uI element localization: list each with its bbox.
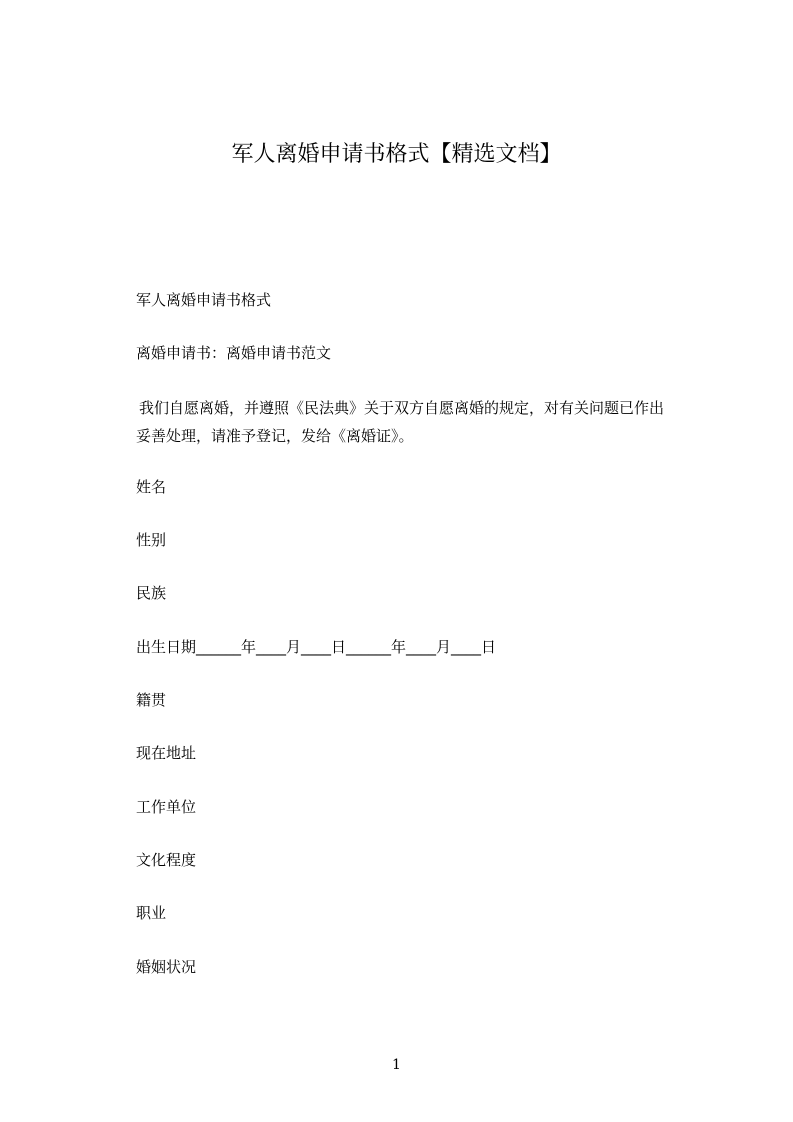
- document-subtitle: 军人离婚申请书格式: [136, 291, 272, 309]
- field-birth-date-label: 出生日期______年____月____日______年____月____日: [136, 638, 497, 656]
- field-education-label: 文化程度: [136, 851, 197, 869]
- field-native-place-label: 籍贯: [136, 691, 167, 709]
- field-name-label: 姓名: [136, 478, 167, 496]
- field-marital-status-label: 婚姻状况: [136, 958, 197, 976]
- intro-paragraph-line-1: 我们自愿离婚，并遵照《民法典》关于双方自愿离婚的规定，对有关问题已作出: [139, 399, 665, 417]
- field-ethnicity-label: 民族: [136, 584, 167, 602]
- page-number: 1: [392, 1057, 401, 1073]
- field-work-unit-label: 工作单位: [136, 798, 197, 816]
- field-current-address-label: 现在地址: [136, 744, 197, 762]
- intro-paragraph-line-2: 妥善处理，请准予登记，发给《离婚证》。: [136, 427, 414, 445]
- field-gender-label: 性别: [136, 531, 167, 549]
- document-title: 军人离婚申请书格式【精选文档】: [231, 142, 562, 167]
- section-heading: 离婚申请书：离婚申请书范文: [136, 344, 332, 362]
- field-occupation-label: 职业: [136, 904, 167, 922]
